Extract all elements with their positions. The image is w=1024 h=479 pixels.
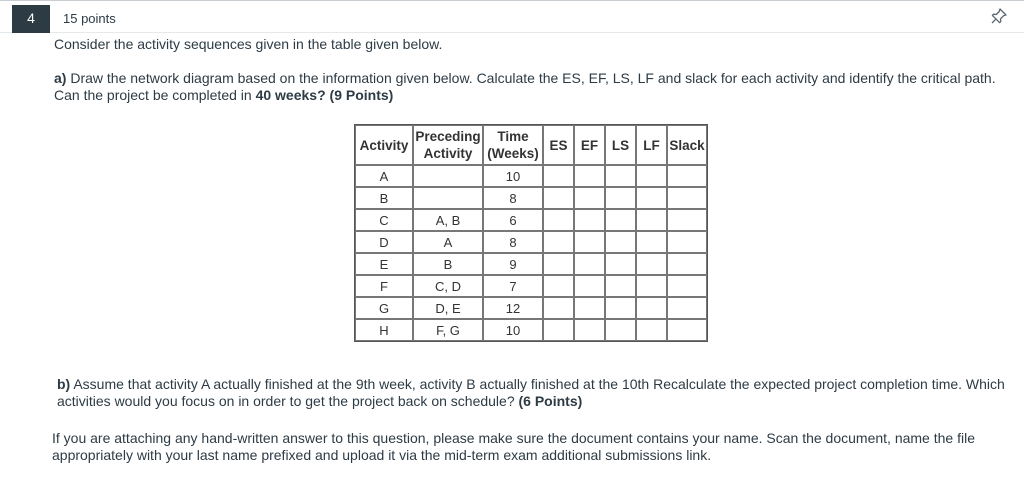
cell-activity: F	[355, 275, 413, 297]
cell-es	[543, 231, 574, 253]
part-a-lead: a)	[54, 70, 67, 86]
cell-lf	[636, 319, 667, 341]
cell-ef	[574, 319, 605, 341]
header-activity: Activity	[355, 125, 413, 165]
header-ls: LS	[605, 125, 636, 165]
header-es: ES	[543, 125, 574, 165]
cell-lf	[636, 297, 667, 319]
cell-slack	[667, 275, 707, 297]
cell-time: 10	[483, 165, 543, 187]
header-time-line2: (Weeks)	[487, 146, 539, 161]
part-b-points: (6 Points)	[514, 393, 583, 409]
cell-time: 6	[483, 209, 543, 231]
cell-activity: B	[355, 187, 413, 209]
header-time	[483, 125, 543, 165]
header-ef: EF	[574, 125, 605, 165]
cell-lf	[636, 275, 667, 297]
cell-es	[543, 319, 574, 341]
table-row	[355, 253, 707, 275]
part-b-lead: b)	[57, 376, 71, 392]
cell-slack	[667, 253, 707, 275]
cell-ef	[574, 209, 605, 231]
header-preceding-line2: Activity	[423, 146, 473, 161]
cell-slack	[667, 187, 707, 209]
cell-activity: A	[355, 165, 413, 187]
header-preceding	[413, 125, 483, 165]
cell-slack	[667, 231, 707, 253]
question-intro: Consider the activity sequences given in the table given below.	[54, 36, 443, 52]
cell-time: 8	[483, 187, 543, 209]
cell-preceding	[413, 165, 483, 187]
cell-activity: G	[355, 297, 413, 319]
cell-slack	[667, 165, 707, 187]
cell-es	[543, 187, 574, 209]
cell-time: 9	[483, 253, 543, 275]
table-row	[355, 319, 707, 341]
cell-ls	[605, 165, 636, 187]
question-points: 15 points	[63, 11, 116, 26]
cell-ef	[574, 297, 605, 319]
table-row	[355, 275, 707, 297]
part-a-body: Draw the network diagram based on the information given below. Calculate the ES, EF, LS, LF and slack for each activity and identify the critical path. Can the project be completed in	[54, 70, 996, 103]
header-lf: LF	[636, 125, 667, 165]
part-b-body: Assume that activity A actually finished at the 9th week, activity B actually finished at the 10th Recalculate the expected project completion time. Which activities would you focus on in order to get the project back on schedule?	[57, 376, 1005, 409]
cell-activity: D	[355, 231, 413, 253]
cell-time: 10	[483, 319, 543, 341]
question-header	[0, 0, 1024, 33]
cell-lf	[636, 253, 667, 275]
table-row	[355, 209, 707, 231]
question-number: 4	[12, 5, 50, 33]
cell-es	[543, 253, 574, 275]
cell-preceding: B	[413, 253, 483, 275]
part-a-points: (9 Points)	[325, 87, 394, 103]
cell-es	[543, 165, 574, 187]
cell-preceding: D, E	[413, 297, 483, 319]
cell-lf	[636, 209, 667, 231]
cell-slack	[667, 209, 707, 231]
cell-ls	[605, 275, 636, 297]
cell-time: 7	[483, 275, 543, 297]
table-row	[355, 297, 707, 319]
activity-table	[354, 124, 708, 342]
cell-lf	[636, 187, 667, 209]
cell-ef	[574, 165, 605, 187]
cell-ef	[574, 231, 605, 253]
cell-preceding: A, B	[413, 209, 483, 231]
cell-slack	[667, 319, 707, 341]
cell-activity: C	[355, 209, 413, 231]
cell-activity: H	[355, 319, 413, 341]
table-row	[355, 231, 707, 253]
cell-ef	[574, 275, 605, 297]
cell-slack	[667, 297, 707, 319]
cell-ls	[605, 253, 636, 275]
table-row	[355, 187, 707, 209]
cell-ls	[605, 319, 636, 341]
cell-lf	[636, 231, 667, 253]
cell-time: 8	[483, 231, 543, 253]
cell-ls	[605, 187, 636, 209]
cell-preceding: C, D	[413, 275, 483, 297]
cell-lf	[636, 165, 667, 187]
part-b-text	[57, 376, 1007, 410]
cell-ls	[605, 231, 636, 253]
pin-icon[interactable]	[990, 7, 1008, 25]
cell-preceding	[413, 187, 483, 209]
submission-note: If you are attaching any hand-written answer to this question, please make sure the document contains your name. Scan the document, name the file appropriately with your last name prefixed and upload it via the mid-term exam additional submissions link.	[52, 430, 975, 463]
table-header-row	[355, 125, 707, 165]
cell-ls	[605, 209, 636, 231]
part-a-weeks: 40 weeks?	[255, 87, 326, 103]
cell-preceding: F, G	[413, 319, 483, 341]
table-row	[355, 165, 707, 187]
cell-ef	[574, 187, 605, 209]
part-a-text	[54, 70, 1004, 104]
header-time-line1: Time	[497, 129, 529, 144]
header-slack: Slack	[667, 125, 707, 165]
cell-preceding: A	[413, 231, 483, 253]
cell-activity: E	[355, 253, 413, 275]
cell-ef	[574, 253, 605, 275]
header-preceding-line1: Preceding	[415, 129, 481, 144]
cell-es	[543, 275, 574, 297]
cell-es	[543, 209, 574, 231]
cell-ls	[605, 297, 636, 319]
cell-es	[543, 297, 574, 319]
cell-time: 12	[483, 297, 543, 319]
